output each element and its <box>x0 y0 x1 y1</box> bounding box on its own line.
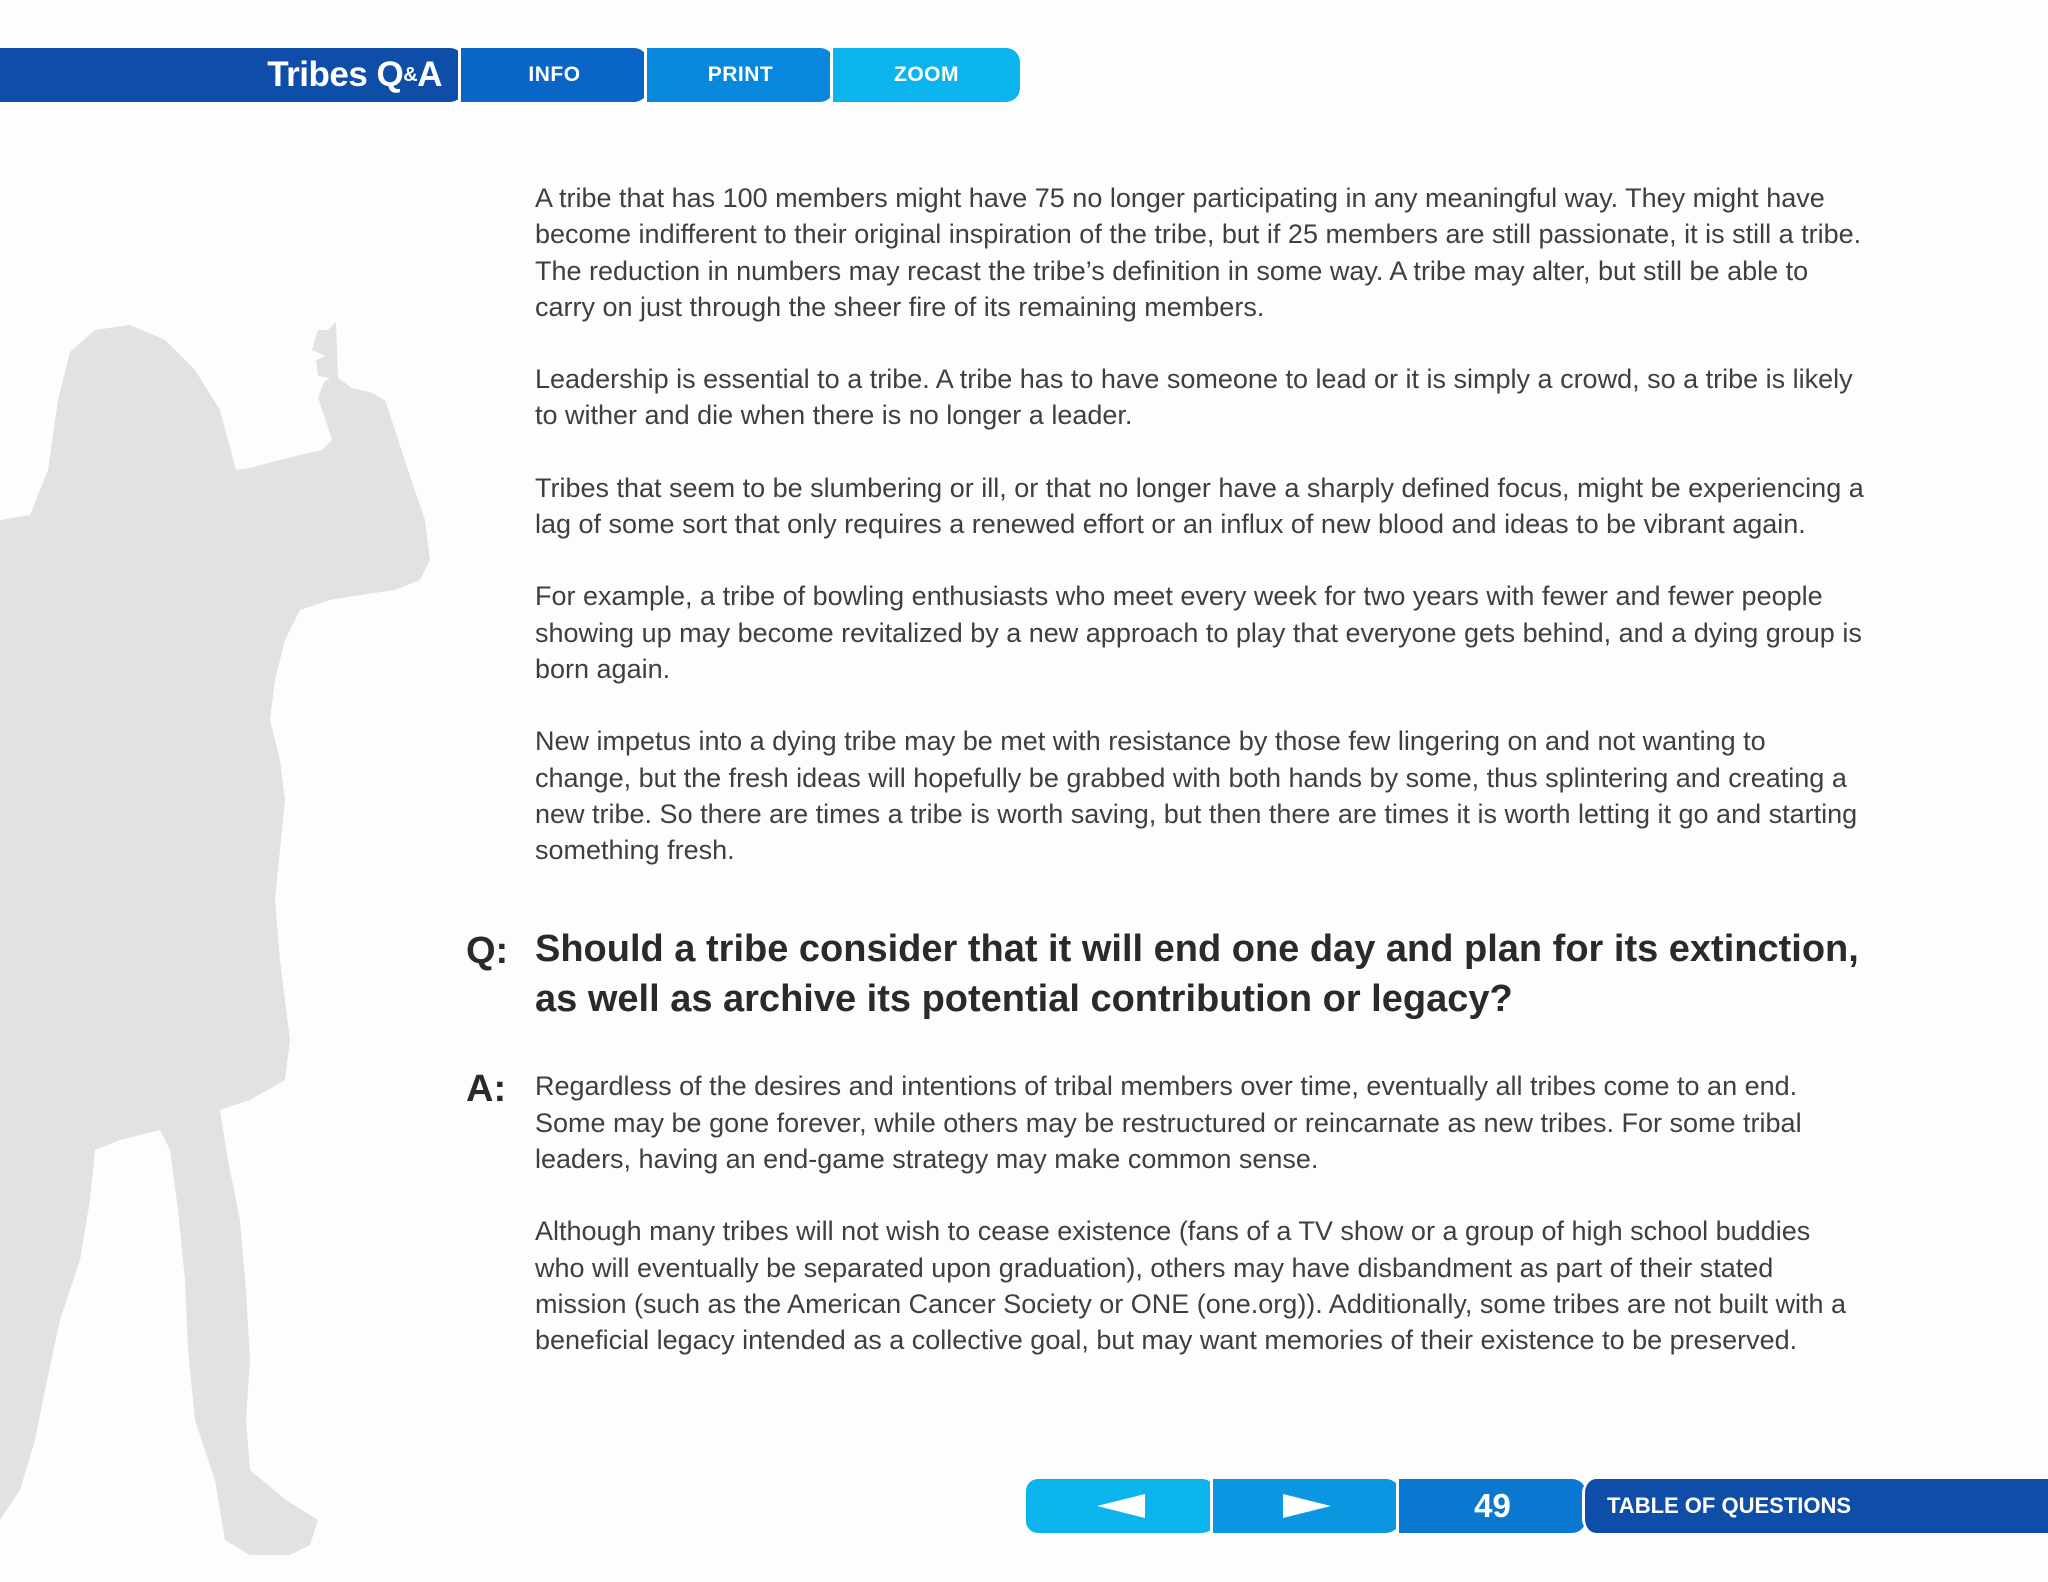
table-of-questions-button[interactable]: TABLE OF QUESTIONS <box>1582 1479 2048 1533</box>
question-text: Should a tribe consider that it will end one day and plan for its extinction, as well as archive its potential contribution or legacy? <box>535 928 1859 1021</box>
page-content <box>466 180 1865 1395</box>
previous-page-button[interactable] <box>1026 1479 1216 1533</box>
page-number: 49 <box>1396 1479 1586 1533</box>
top-navigation <box>0 48 1024 102</box>
body-paragraph: For example, a tribe of bowling enthusiasts who meet every week for two years with fewer and fewer people showing up may become revitalized by a new approach to play that everyone gets behind, and a dying group is born again. <box>535 581 1862 684</box>
answer-paragraph: Regardless of the desires and intentions of tribal members over time, eventually all tribes come to an end. Some may be gone forever, while others may be restructured or reincarnate as new tribes. For some tribal leaders, having an end-game strategy may make common sense. <box>535 1071 1802 1175</box>
brand-text: Tribes Q <box>267 55 404 94</box>
body-paragraph: Leadership is essential to a tribe. A tribe has to have someone to lead or it is simply a crowd, so a tribe is likely to wither and die when there is no longer a leader. <box>535 364 1853 431</box>
question-label: Q: <box>466 930 509 973</box>
girl-silhouette-image <box>0 0 440 1582</box>
body-paragraph: New impetus into a dying tribe may be met with resistance by those few lingering on and not wanting to change, but the fresh ideas will hopefully be grabbed with both hands by some, thus splintering and creating a new tribe. So there are times a tribe is worth saving, but then there are times it is worth letting it go and starting something fresh. <box>535 726 1858 866</box>
body-paragraph: Tribes that seem to be slumbering or ill, or that no longer have a sharply defined focus, might be experiencing a lag of some sort that only requires a renewed effort or an influx of new blood and ideas to be vibrant again. <box>535 472 1864 540</box>
print-button[interactable]: PRINT <box>644 48 834 102</box>
answer-paragraph: Although many tribes will not wish to cease existence (fans of a TV show or a group of high school buddies who will eventually be separated upon graduation), others may have disbandment as part of their stated mission (such as the American Cancer Society or ONE (one.org)). Additionally, some tribes are not built with a beneficial legacy intended as a collective goal, but may want memories of their existence to be preserved. <box>535 1216 1847 1356</box>
brand-text-end: A <box>417 55 442 94</box>
right-arrow-icon <box>1283 1494 1331 1518</box>
question-block <box>466 924 1865 1024</box>
body-paragraph: A tribe that has 100 members might have 75 no longer participating in any meaningful way. They might have become indifferent to their original inspiration of the tribe, but if 25 members are still passionate, it is still a tribe. The reduction in numbers may recast the tribe’s definition in some way. A tribe may alter, but still be able to carry on just through the sheer fire of its remaining members. <box>535 183 1862 322</box>
brand-ampersand: & <box>403 63 418 86</box>
brand-title <box>0 48 464 102</box>
answer-block <box>466 1068 1865 1358</box>
zoom-button[interactable]: ZOOM <box>830 48 1020 102</box>
left-arrow-icon <box>1097 1494 1145 1518</box>
answer-label: A: <box>466 1068 507 1111</box>
info-button[interactable]: INFO <box>458 48 648 102</box>
bottom-navigation <box>1026 1479 2048 1533</box>
next-page-button[interactable] <box>1210 1479 1400 1533</box>
